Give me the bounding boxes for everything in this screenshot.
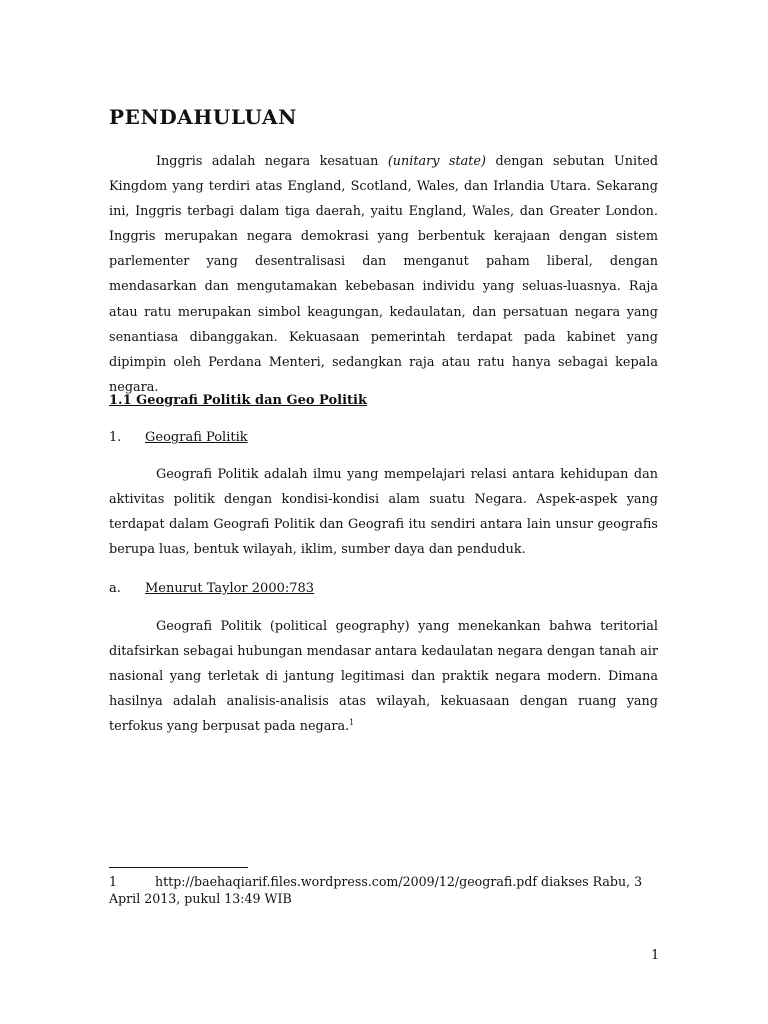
section-heading: 1.1 Geografi Politik dan Geo Politik	[109, 393, 367, 408]
intro-paragraph	[109, 149, 658, 400]
intro-italic-term: (unitary state)	[387, 154, 486, 169]
list-item-label: Geografi Politik	[145, 430, 248, 445]
list-marker: a.	[109, 581, 121, 596]
page-number: 1	[651, 948, 660, 963]
paragraph-taylor-text: Geografi Politik (political geography) yang menekankan bahwa teritorial ditafsirkan sebagai hubungan mendasar antara kedaulatan negara dengan tanah air nasional yang terletak di jantung legitimasi dan praktik negara modern. Dimana hasilnya adalah analisis-analisis atas wilayah, kekuasaan dengan ruang yang terfokus yang berpusat pada negara.	[109, 619, 658, 735]
document-title: PENDAHULUAN	[109, 105, 297, 129]
list-marker: 1.	[109, 430, 122, 445]
list-item-label: Menurut Taylor 2000:783	[145, 581, 315, 596]
intro-text-rest: dengan sebutan United Kingdom yang terdiri atas England, Scotland, Wales, dan Irlandia Utara. Sekarang ini, Inggris terbagi dalam tiga daerah, yaitu England, Wales, dan Greater London. Inggris merupakan negara demokrasi yang berbentuk kerajaan dengan sistem parlementer yang desentralisasi dan menganut paham liberal, dengan mendasarkan dan mengutamakan kebebasan individu yang seluas-luasnya. Raja atau ratu merupakan simbol keagungan, kedaulatan, dan persatuan negara yang senantiasa dibanggakan. Kekuasaan pemerintah terdapat pada kabinet yang dipimpin oleh Perdana Menteri, sedangkan raja atau ratu hanya sebagai kepala negara.	[109, 154, 659, 395]
footnote-number: 1	[109, 874, 118, 889]
footnote	[109, 873, 658, 907]
intro-text-start: Inggris adalah negara kesatuan	[156, 154, 388, 169]
footnote-separator	[109, 867, 248, 868]
footnote-text: http://baehaqiarif.files.wordpress.com/2009/12/geografi.pdf diakses Rabu, 3 April 2013, pukul 13:49 WIB	[109, 874, 643, 906]
list-item-1	[109, 428, 248, 448]
list-item-a	[109, 579, 314, 599]
footnote-reference: 1	[349, 718, 355, 728]
paragraph-geografi-politik: Geografi Politik adalah ilmu yang mempelajari relasi antara kehidupan dan aktivitas politik dengan kondisi-kondisi alam suatu Negara. Aspek-aspek yang terdapat dalam Geografi Politik dan Geografi itu sendiri antara lain unsur geografis berupa luas, bentuk wilayah, iklim, sumber daya dan penduduk.	[109, 467, 658, 558]
paragraph-taylor	[109, 614, 658, 739]
